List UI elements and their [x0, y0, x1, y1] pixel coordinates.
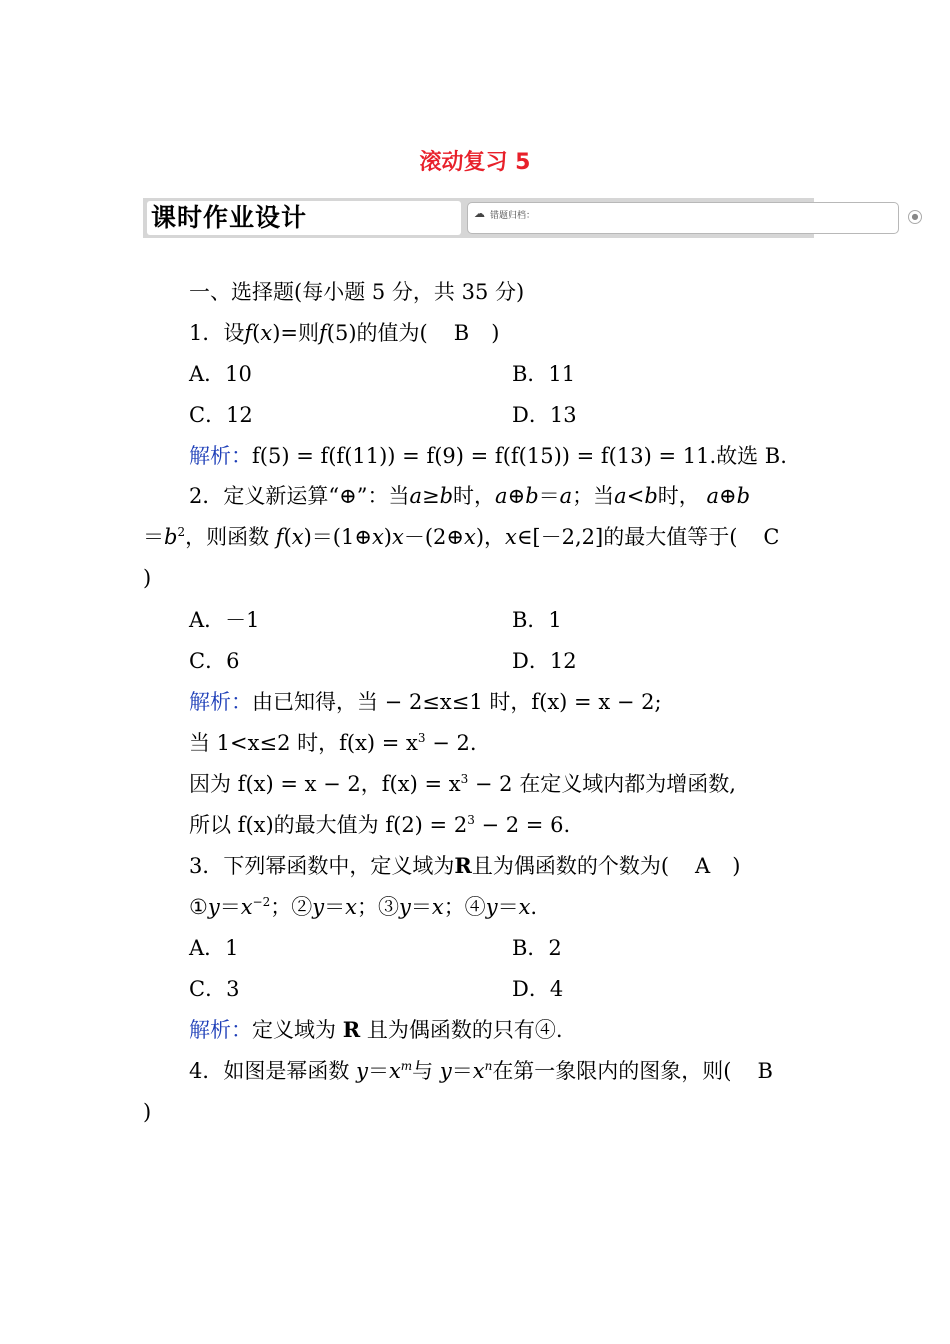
submit-icon[interactable]: ● — [908, 210, 922, 224]
option-2a: A．－1 — [189, 608, 260, 632]
section-header: 一、选择题(每小题 5 分，共 35 分) — [189, 280, 525, 304]
analysis-2-line-3: 因为 f(x) = x − 2，$f(x) = x^3 - 2$ 在定义域内都为增函数, — [189, 772, 736, 796]
error-archive-label: 错题归档： — [490, 211, 536, 221]
error-archive-field[interactable] — [467, 202, 899, 234]
banner-label: 课时作业设计 — [147, 201, 461, 235]
answer-2: C — [763, 525, 780, 549]
option-1b: B．11 — [512, 362, 576, 386]
page-title: 滚动复习 5 — [419, 150, 531, 175]
answer-3: A — [695, 854, 711, 878]
answer-4: B — [757, 1059, 773, 1083]
cloud-icon: ☁ — [474, 207, 485, 220]
option-2b: B．1 — [512, 608, 562, 632]
question-2-line-1: 2．定义新运算“⊕”：当a≥b时，a⊕b＝a；当a<b时， a⊕b — [189, 484, 751, 508]
option-3a: A．1 — [189, 936, 239, 960]
analysis-2-line-1: 解析：由已知得，当 − 2≤x≤1 时，f(x) = x − 2; — [189, 690, 662, 714]
question-2-close: ) — [143, 566, 152, 590]
question-4: 4．如图是幂函数 $y=x^m$与 $y=x^n$在第一象限内的图象，则( B — [189, 1059, 773, 1083]
question-1: 1．设f(x)=则f(5)的值为( B ) — [189, 321, 500, 345]
question-4-close: ) — [143, 1100, 152, 1124]
option-2c: C．6 — [189, 649, 240, 673]
option-3d: D．4 — [512, 977, 564, 1001]
option-3c: C．3 — [189, 977, 240, 1001]
assignment-banner — [143, 198, 919, 238]
question-3: 3．下列幂函数中，定义域为R且为偶函数的个数为( A ) — [189, 853, 741, 878]
option-3b: B．2 — [512, 936, 562, 960]
question-3-items: $①y=x^{-2}$；②y＝x；③y＝x；④y＝x. — [189, 895, 538, 919]
option-1c: C．12 — [189, 403, 253, 427]
analysis-2-line-4: 所以 f(x)的最大值为 $f(2) = 2^3 - 2 = 6$. — [189, 813, 571, 837]
question-2-line-2: $=b^2$，则函数 f(x)＝(1⊕x)x－(2⊕x)，x∈[－2,2]的最大值等于( C — [143, 525, 780, 549]
analysis-3: 解析：定义域为 R 且为偶函数的只有④. — [189, 1017, 563, 1042]
analysis-1: 解析：f(5) = f(f(11)) = f(9) = f(f(15)) = f(13) = 11.故选 B. — [189, 444, 787, 468]
answer-1: B — [453, 321, 470, 345]
option-1a: A．10 — [189, 362, 252, 386]
option-2d: D．12 — [512, 649, 577, 673]
option-1d: D．13 — [512, 403, 577, 427]
analysis-2-line-2: 当 1<x≤2 时，$f(x) = x^3 - 2$. — [189, 731, 477, 755]
